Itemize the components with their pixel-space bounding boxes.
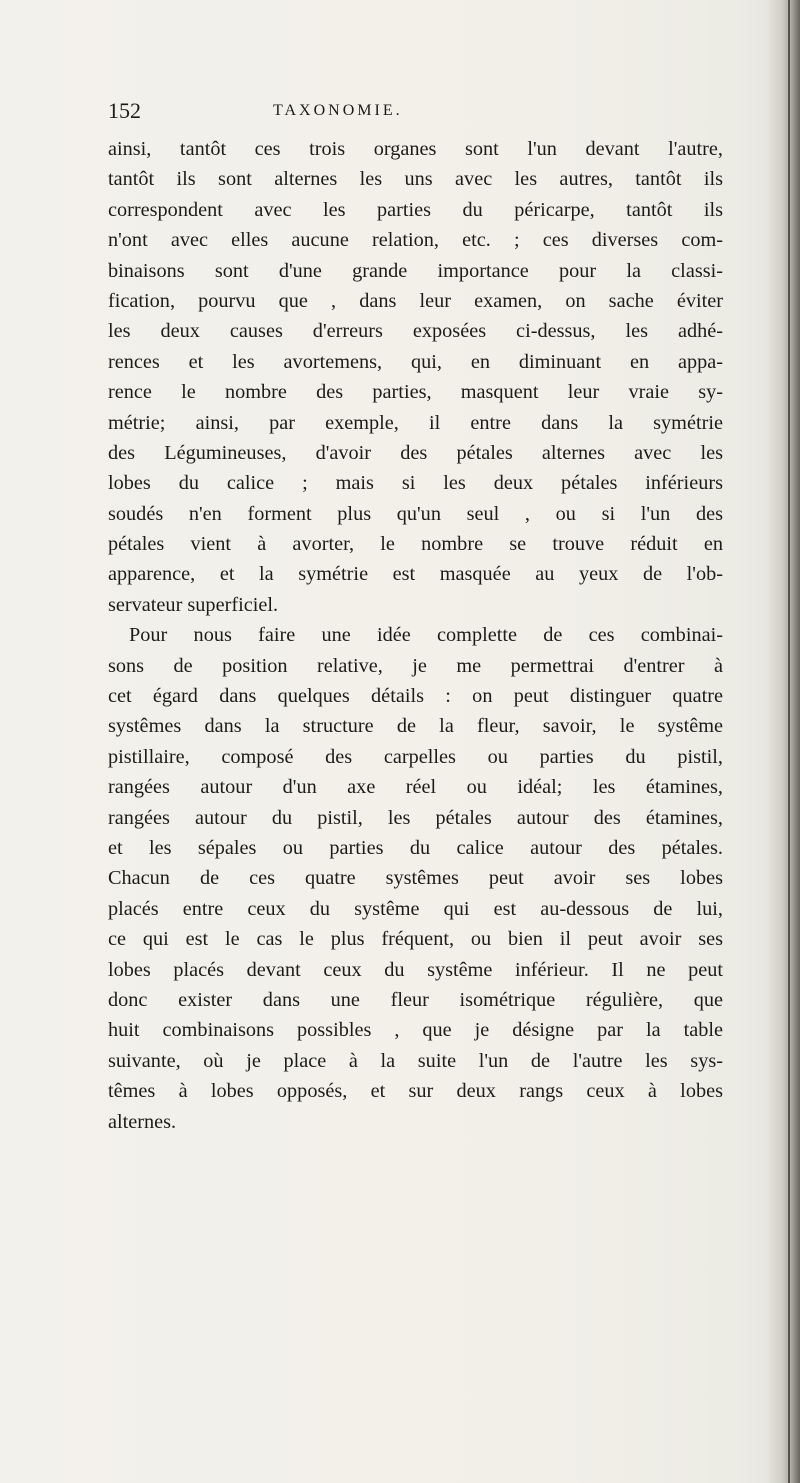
text-line: têmes à lobes opposés, et sur deux rangs ceux à lobes	[108, 1080, 723, 1103]
text-line: des Légumineuses, d'avoir des pétales alternes avec les	[108, 441, 723, 464]
text-line: sons de position relative, je me permettrai d'entrer à	[108, 654, 723, 677]
text-line: servateur superficiel.	[108, 593, 279, 616]
page-header	[108, 98, 708, 128]
text-line: Pour nous faire une idée complette de ces combinai-	[129, 624, 723, 647]
text-line: cet égard dans quelques détails : on peut distinguer quatre	[108, 685, 723, 708]
paragraph-2	[108, 620, 723, 1137]
text-line: donc exister dans une fleur isométrique régulière, que	[108, 988, 723, 1011]
page-binding-shadow	[766, 0, 800, 1483]
text-line: lobes du calice ; mais si les deux pétales inférieurs	[108, 472, 723, 495]
running-title: TAXONOMIE.	[273, 102, 403, 119]
text-line: et les sépales ou parties du calice autour des pétales.	[108, 836, 723, 859]
page-binding-edge	[788, 0, 790, 1483]
text-line: Chacun de ces quatre systêmes peut avoir ses lobes	[108, 867, 723, 890]
text-line: rences et les avortemens, qui, en diminuant en appa-	[108, 350, 723, 373]
text-line: alternes.	[108, 1110, 177, 1133]
text-line: métrie; ainsi, par exemple, il entre dans la symétrie	[108, 411, 723, 434]
page-number: 152	[108, 98, 141, 123]
text-line: lobes placés devant ceux du systême inférieur. Il ne peut	[108, 958, 723, 981]
text-line: binaisons sont d'une grande importance pour la classi-	[108, 259, 723, 282]
text-line: correspondent avec les parties du péricarpe, tantôt ils	[108, 198, 723, 221]
text-line: les deux causes d'erreurs exposées ci-dessus, les adhé-	[108, 320, 723, 343]
text-line: apparence, et la symétrie est masquée au yeux de l'ob-	[108, 563, 723, 586]
text-line: rangées autour du pistil, les pétales autour des étamines,	[108, 806, 723, 829]
text-line: suivante, où je place à la suite l'un de l'autre les sys-	[108, 1049, 723, 1072]
text-line: placés entre ceux du systême qui est au-dessous de lui,	[108, 897, 723, 920]
text-line: rangées autour d'un axe réel ou idéal; les étamines,	[108, 776, 723, 799]
body-text	[108, 134, 723, 1137]
text-line: pistillaire, composé des carpelles ou parties du pistil,	[108, 745, 723, 768]
text-line: tantôt ils sont alternes les uns avec les autres, tantôt ils	[108, 168, 723, 191]
text-line: rence le nombre des parties, masquent leur vraie sy-	[108, 381, 723, 404]
text-line: ainsi, tantôt ces trois organes sont l'un devant l'autre,	[108, 138, 723, 160]
text-line: ce qui est le cas le plus fréquent, ou bien il peut avoir ses	[108, 928, 723, 951]
text-line: soudés n'en forment plus qu'un seul , ou si l'un des	[108, 502, 723, 525]
text-line: pétales vient à avorter, le nombre se trouve réduit en	[108, 533, 723, 556]
text-line: huit combinaisons possibles , que je désigne par la table	[108, 1019, 723, 1042]
text-line: n'ont avec elles aucune relation, etc. ; ces diverses com-	[108, 229, 723, 252]
text-line: systêmes dans la structure de la fleur, savoir, le systême	[108, 715, 723, 738]
text-line: fication, pourvu que , dans leur examen, on sache éviter	[108, 289, 723, 312]
paragraph-1	[108, 134, 723, 620]
